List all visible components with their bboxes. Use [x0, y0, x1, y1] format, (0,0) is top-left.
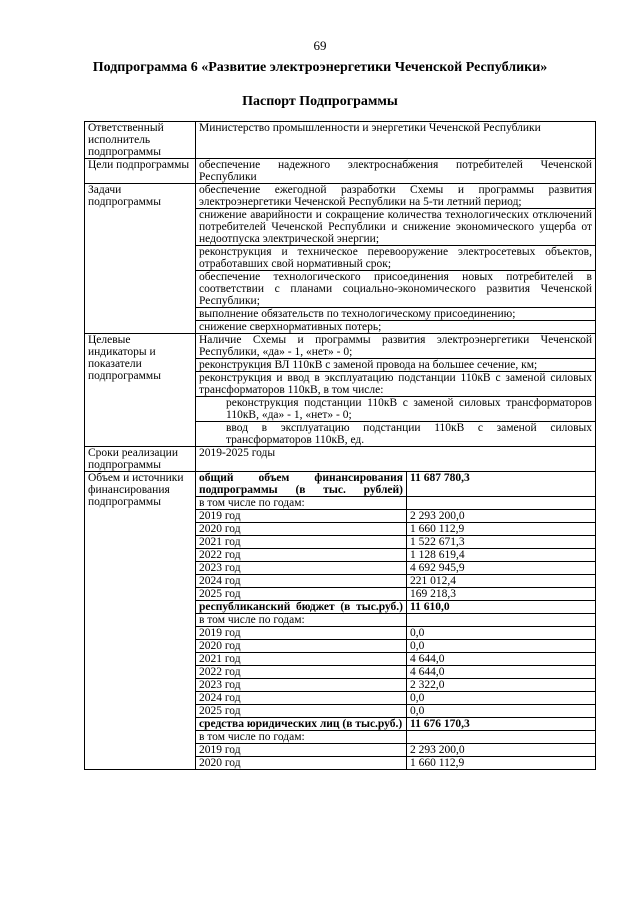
fin-by-years-row [196, 497, 595, 510]
year-cell: 2022 год [196, 666, 407, 679]
table-row [196, 744, 595, 757]
fin-republic-row [196, 601, 595, 614]
fin-republic-value: 11 610,0 [407, 601, 596, 614]
year-cell: 2025 год [196, 705, 407, 718]
table-row [196, 510, 595, 523]
task-item: обеспечение технологического присоединения новых потребителей в соответствии с планами социально-экономического развития Чеченской Республики; [196, 271, 595, 308]
document-title: Подпрограмма 6 «Развитие электроэнергетики Чеченской Республики» [92, 60, 548, 75]
fin-by-years-label: в том числе по годам: [196, 731, 407, 744]
task-item: выполнение обязательств по технологическому присоединению; [196, 308, 595, 321]
table-row [196, 705, 595, 718]
year-cell: 2019 год [196, 744, 407, 757]
amount-cell: 1 660 112,9 [407, 523, 596, 536]
amount-cell: 0,0 [407, 627, 596, 640]
table-row [196, 653, 595, 666]
task-item: обеспечение ежегодной разработки Схемы и программы развития электроэнергетики Чеченской Республики на 5-ти летний период; [196, 184, 595, 209]
amount-cell: 0,0 [407, 640, 596, 653]
financing-table [196, 472, 595, 769]
amount-cell: 4 692 945,9 [407, 562, 596, 575]
row-financing [85, 472, 596, 770]
year-cell: 2021 год [196, 536, 407, 549]
fin-legal-label: средства юридических лиц (в тыс.руб.) [196, 718, 407, 731]
year-cell: 2020 год [196, 757, 407, 770]
fin-total-value: 11 687 780,3 [407, 472, 596, 497]
fin-by-years-row [196, 731, 595, 744]
document-subtitle: Паспорт Подпрограммы [242, 94, 398, 109]
amount-cell: 0,0 [407, 692, 596, 705]
amount-cell: 1 660 112,9 [407, 757, 596, 770]
task-item: снижение сверхнормативных потерь; [199, 321, 382, 333]
year-cell: 2025 год [196, 588, 407, 601]
row-terms [85, 447, 596, 472]
amount-cell: 0,0 [407, 705, 596, 718]
row-tasks [85, 184, 596, 334]
table-row [196, 562, 595, 575]
amount-cell: 2 293 200,0 [407, 744, 596, 757]
amount-cell: 4 644,0 [407, 653, 596, 666]
table-row [196, 679, 595, 692]
table-row [196, 640, 595, 653]
goals-label: Цели подпрограммы [85, 159, 196, 184]
row-executor [85, 122, 596, 159]
tasks-label: Задачи подпрограммы [85, 184, 196, 334]
fin-legal-row [196, 718, 595, 731]
indicator-item: Наличие Схемы и программы развития электроэнергетики Чеченской Республики, «да» - 1, «нет» - 0; [196, 334, 595, 359]
table-row [196, 588, 595, 601]
tasks-list [196, 184, 596, 334]
terms-value: 2019-2025 годы [196, 447, 596, 472]
fin-legal-value: 11 676 170,3 [407, 718, 596, 731]
fin-by-years-label: в том числе по годам: [196, 497, 407, 510]
year-cell: 2021 год [196, 653, 407, 666]
table-row [196, 536, 595, 549]
year-cell: 2019 год [196, 627, 407, 640]
table-row [196, 575, 595, 588]
amount-cell: 2 293 200,0 [407, 510, 596, 523]
amount-cell: 221 012,4 [407, 575, 596, 588]
amount-cell: 169 218,3 [407, 588, 596, 601]
amount-cell: 1 128 619,4 [407, 549, 596, 562]
fin-total-label: общий объем финансирования подпрограммы (в тыс. рублей) [196, 472, 407, 497]
task-item: реконструкция и техническое перевооружение электросетевых объектов, отработавших свой нормативный срок; [196, 246, 595, 271]
fin-by-years-label: в том числе по годам: [196, 614, 407, 627]
indicator-item: реконструкция и ввод в эксплуатацию подстанции 110кВ с заменой силовых трансформаторов 110кВ, в том числе: [196, 372, 595, 397]
table-row [196, 523, 595, 536]
year-cell: 2020 год [196, 640, 407, 653]
year-cell: 2020 год [196, 523, 407, 536]
table-row [196, 627, 595, 640]
executor-label: Ответственный исполнитель подпрограммы [85, 122, 196, 159]
table-row [196, 666, 595, 679]
financing-label: Объем и источники финансирования подпрограммы [85, 472, 196, 770]
indicators-label: Целевые индикаторы и показатели подпрограммы [85, 334, 196, 447]
indicator-item: реконструкция ВЛ 110кВ с заменой провода на большее сечение, км; [196, 359, 595, 372]
year-cell: 2023 год [196, 679, 407, 692]
fin-by-years-row [196, 614, 595, 627]
row-goals [85, 159, 596, 184]
indicator-subitem: реконструкция подстанции 110кВ с заменой силовых трансформаторов 110кВ, «да» - 1, «нет» - 0; [196, 397, 595, 422]
table-row [196, 549, 595, 562]
indicators-list [196, 334, 596, 447]
table-row [196, 757, 595, 770]
fin-total-row [196, 472, 595, 497]
year-cell: 2024 год [196, 575, 407, 588]
amount-cell: 2 322,0 [407, 679, 596, 692]
task-item: снижение аварийности и сокращение количества технологических отключений потребителей Чеченской Республики и снижение экономического ущерба от недоотпуска электрической энергии; [196, 209, 595, 246]
financing-table-cell [196, 472, 596, 770]
row-indicators [85, 334, 596, 447]
year-cell: 2022 год [196, 549, 407, 562]
executor-value: Министерство промышленности и энергетики Чеченской Республики [196, 122, 596, 159]
year-cell: 2023 год [196, 562, 407, 575]
page-number: 69 [313, 38, 327, 53]
table-row [196, 692, 595, 705]
year-cell: 2024 год [196, 692, 407, 705]
fin-republic-label: республиканский бюджет (в тыс.руб.) [196, 601, 407, 614]
amount-cell: 4 644,0 [407, 666, 596, 679]
amount-cell: 1 522 671,3 [407, 536, 596, 549]
terms-label: Сроки реализации подпрограммы [85, 447, 196, 472]
goals-value: обеспечение надежного электроснабжения потребителей Чеченской Республики [196, 159, 596, 184]
passport-table [84, 121, 596, 770]
indicator-subitem: ввод в эксплуатацию подстанции 110кВ с заменой силовых трансформаторов 110кВ, ед. [226, 422, 592, 446]
year-cell: 2019 год [196, 510, 407, 523]
